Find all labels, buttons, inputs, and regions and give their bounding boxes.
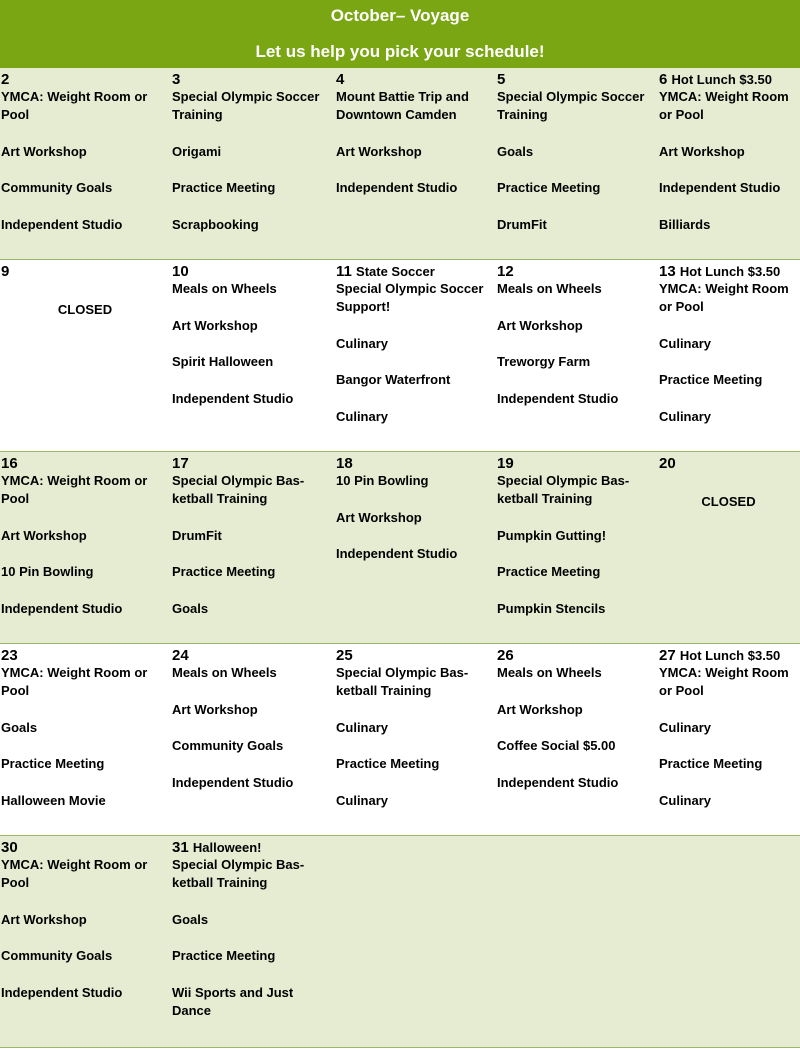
activity-item: Community Goals: [1, 948, 113, 964]
activity-list: [172, 856, 334, 1020]
activity-item: Special Olympic Bas-ketball Training: [336, 665, 469, 698]
day-cell: [0, 452, 170, 643]
activity-item: Meals on Wheels: [172, 665, 277, 680]
day-note: Hot Lunch $3.50: [679, 648, 781, 663]
activity-item: Independent Studio: [336, 546, 458, 562]
activity-item: Billiards: [659, 216, 711, 232]
activity-item: Practice Meeting: [172, 180, 276, 196]
day-cell: [495, 836, 657, 1047]
activity-item: Pumpkin Stencils: [497, 600, 606, 616]
day-cell: [495, 68, 657, 259]
activity-list: [1, 856, 170, 1002]
day-number: 17: [172, 455, 189, 472]
day-number: 11: [336, 263, 352, 280]
activity-list: [659, 280, 800, 426]
day-cell: [334, 452, 495, 643]
day-header: [336, 72, 495, 88]
activity-item: DrumFit: [497, 216, 547, 232]
activity-list: [336, 280, 495, 426]
activity-item: Art Workshop: [497, 317, 583, 333]
day-header: [497, 648, 657, 664]
day-number: 4: [336, 71, 345, 88]
activity-list: [172, 88, 334, 234]
activity-item: YMCA: Weight Room or Pool: [1, 857, 148, 890]
day-cell: [170, 836, 334, 1047]
day-number: 26: [497, 647, 514, 664]
activity-item: Practice Meeting: [336, 756, 440, 772]
activity-item: Art Workshop: [659, 143, 745, 159]
calendar-subtitle: Let us help you pick your schedule!: [255, 42, 545, 61]
day-header: [497, 72, 657, 88]
day-note: State Soccer: [356, 264, 435, 279]
activity-list: [497, 88, 657, 234]
day-cell: [0, 260, 170, 451]
day-header: [497, 456, 657, 472]
activity-list: [1, 472, 170, 618]
activity-list: [497, 472, 657, 618]
activity-item: Meals on Wheels: [172, 281, 277, 296]
activity-item: Culinary: [659, 792, 712, 808]
day-number: 20: [659, 455, 676, 472]
day-cell: [334, 836, 495, 1047]
day-number: 6: [659, 71, 668, 88]
activity-item: Special Olympic Soccer Training: [172, 89, 320, 122]
day-cell: [170, 452, 334, 643]
activity-list: [659, 664, 800, 810]
day-cell: [657, 452, 800, 643]
activity-item: Independent Studio: [336, 180, 458, 196]
day-number: 9: [1, 263, 10, 280]
day-cell: [657, 68, 800, 259]
day-header: [1, 840, 170, 856]
day-cell: [657, 836, 800, 1047]
day-cell: [334, 644, 495, 835]
activity-item: Culinary: [336, 335, 389, 351]
day-cell: [0, 836, 170, 1047]
day-cell: [495, 260, 657, 451]
activity-item: YMCA: Weight Room or Pool: [1, 665, 148, 698]
activity-item: YMCA: Weight Room or Pool: [659, 89, 789, 122]
day-number: 12: [497, 263, 514, 280]
day-header: [659, 264, 800, 280]
day-number: 25: [336, 647, 353, 664]
activity-item: Special Olympic Bas-ketball Training: [497, 473, 630, 506]
day-header: [659, 72, 800, 88]
activity-item: Independent Studio: [1, 216, 123, 232]
day-note: Hot Lunch $3.50: [679, 264, 781, 279]
day-header: [172, 648, 334, 664]
activity-item: 10 Pin Bowling: [336, 473, 429, 488]
activity-item: Mount Battie Trip and Downtown Camden: [336, 89, 469, 122]
activity-item: Independent Studio: [172, 390, 294, 406]
activity-item: Halloween Movie: [1, 792, 106, 808]
day-number: 2: [1, 71, 10, 88]
day-cell: [657, 260, 800, 451]
activity-list: [172, 280, 334, 408]
activity-item: Practice Meeting: [497, 180, 601, 196]
day-header: [1, 456, 170, 472]
activity-item: Goals: [497, 143, 534, 159]
day-number: 18: [336, 455, 353, 472]
day-number: 5: [497, 71, 506, 88]
activity-item: Meals on Wheels: [497, 281, 602, 296]
activity-item: Community Goals: [1, 180, 113, 196]
activity-item: Culinary: [336, 408, 389, 424]
activity-item: YMCA: Weight Room or Pool: [1, 473, 148, 506]
day-header: [1, 648, 170, 664]
day-number: 27: [659, 647, 676, 664]
activity-item: Art Workshop: [336, 509, 422, 525]
day-cell: [334, 260, 495, 451]
day-cell: [170, 644, 334, 835]
activity-item: 10 Pin Bowling: [1, 564, 94, 580]
activity-item: Independent Studio: [659, 180, 781, 196]
activity-list: [336, 664, 495, 810]
day-header: [659, 648, 800, 664]
activity-item: Special Olympic Soccer Support!: [336, 281, 484, 314]
activity-item: Practice Meeting: [172, 948, 276, 964]
day-cell: [170, 260, 334, 451]
day-header: [172, 72, 334, 88]
day-header: [172, 456, 334, 472]
calendar-header: [0, 0, 800, 68]
activity-item: Art Workshop: [497, 701, 583, 717]
activity-item: Art Workshop: [1, 527, 87, 543]
activity-item: Independent Studio: [497, 774, 619, 790]
day-number: 16: [1, 455, 18, 472]
calendar-grid: [0, 68, 800, 1048]
activity-item: Art Workshop: [172, 317, 258, 333]
week-row: [0, 836, 800, 1048]
activity-list: [172, 472, 334, 618]
activity-item: Goals: [172, 911, 209, 927]
activity-item: Meals on Wheels: [497, 665, 602, 680]
activity-item: Bangor Waterfront: [336, 372, 451, 388]
activity-list: [497, 280, 657, 408]
activity-item: Coffee Social $5.00: [497, 738, 616, 754]
activity-item: Independent Studio: [497, 390, 619, 406]
day-cell: [495, 644, 657, 835]
day-header: [1, 72, 170, 88]
day-number: 30: [1, 839, 18, 856]
activity-item: Community Goals: [172, 738, 284, 754]
activity-item: Treworgy Farm: [497, 354, 591, 370]
activity-item: Goals: [172, 600, 209, 616]
closed-label: CLOSED: [701, 494, 756, 509]
week-row: [0, 452, 800, 644]
activity-list: [172, 664, 334, 792]
activity-item: Culinary: [336, 792, 389, 808]
closed-label: CLOSED: [57, 302, 113, 317]
activity-item: Practice Meeting: [1, 756, 105, 772]
day-header: [659, 456, 800, 472]
day-cell: [657, 644, 800, 835]
activity-item: Special Olympic Bas-ketball Training: [172, 857, 305, 890]
day-header: [497, 264, 657, 280]
activity-item: Practice Meeting: [497, 564, 601, 580]
day-header: [1, 264, 170, 280]
week-row: [0, 644, 800, 836]
activity-item: Culinary: [659, 335, 712, 351]
activity-item: Culinary: [659, 408, 712, 424]
activity-item: Independent Studio: [1, 984, 123, 1000]
activity-item: Special Olympic Bas-ketball Training: [172, 473, 305, 506]
day-number: 23: [1, 647, 18, 664]
activity-item: YMCA: Weight Room or Pool: [659, 281, 789, 314]
week-row: [0, 260, 800, 452]
day-cell: [0, 68, 170, 259]
activity-item: Special Olympic Soccer Training: [497, 89, 645, 122]
day-cell: [334, 68, 495, 259]
day-header: [336, 456, 495, 472]
activity-list: [659, 88, 800, 234]
day-note: Hot Lunch $3.50: [671, 72, 772, 87]
activity-item: YMCA: Weight Room or Pool: [659, 665, 789, 698]
day-number: 3: [172, 71, 181, 88]
activity-item: Spirit Halloween: [172, 354, 274, 370]
day-number: 10: [172, 263, 189, 280]
activity-item: Art Workshop: [1, 911, 87, 927]
activity-item: Practice Meeting: [659, 372, 763, 388]
activity-item: YMCA: Weight Room or Pool: [1, 89, 148, 122]
activity-list: [497, 664, 657, 792]
day-number: 19: [497, 455, 514, 472]
day-cell: [170, 68, 334, 259]
activity-item: Art Workshop: [172, 701, 258, 717]
activity-item: Pumpkin Gutting!: [497, 527, 607, 543]
day-header: [336, 648, 495, 664]
activity-list: [336, 88, 495, 197]
activity-list: [1, 664, 170, 810]
activity-item: Culinary: [659, 719, 712, 735]
day-header: [172, 840, 334, 856]
activity-item: Practice Meeting: [172, 564, 276, 580]
day-note: Halloween!: [192, 840, 262, 855]
activity-item: Culinary: [336, 719, 389, 735]
week-row: [0, 68, 800, 260]
day-header: [172, 264, 334, 280]
activity-item: Goals: [1, 719, 38, 735]
day-number: 24: [172, 647, 189, 664]
day-cell: [495, 452, 657, 643]
activity-item: Scrapbooking: [172, 216, 259, 232]
day-number: 13: [659, 263, 676, 280]
activity-list: [1, 88, 170, 234]
activity-item: Art Workshop: [1, 143, 87, 159]
activity-item: Practice Meeting: [659, 756, 763, 772]
activity-item: Art Workshop: [336, 143, 422, 159]
activity-list: [336, 472, 495, 563]
activity-item: Origami: [172, 143, 222, 159]
day-number: 31: [172, 839, 189, 856]
activity-item: Independent Studio: [1, 600, 123, 616]
activity-item: Independent Studio: [172, 774, 294, 790]
activity-item: Wii Sports and Just Dance: [172, 984, 294, 1018]
day-cell: [0, 644, 170, 835]
activity-item: DrumFit: [172, 527, 222, 543]
day-header: [336, 264, 495, 280]
calendar-title: October– Voyage: [330, 6, 470, 25]
